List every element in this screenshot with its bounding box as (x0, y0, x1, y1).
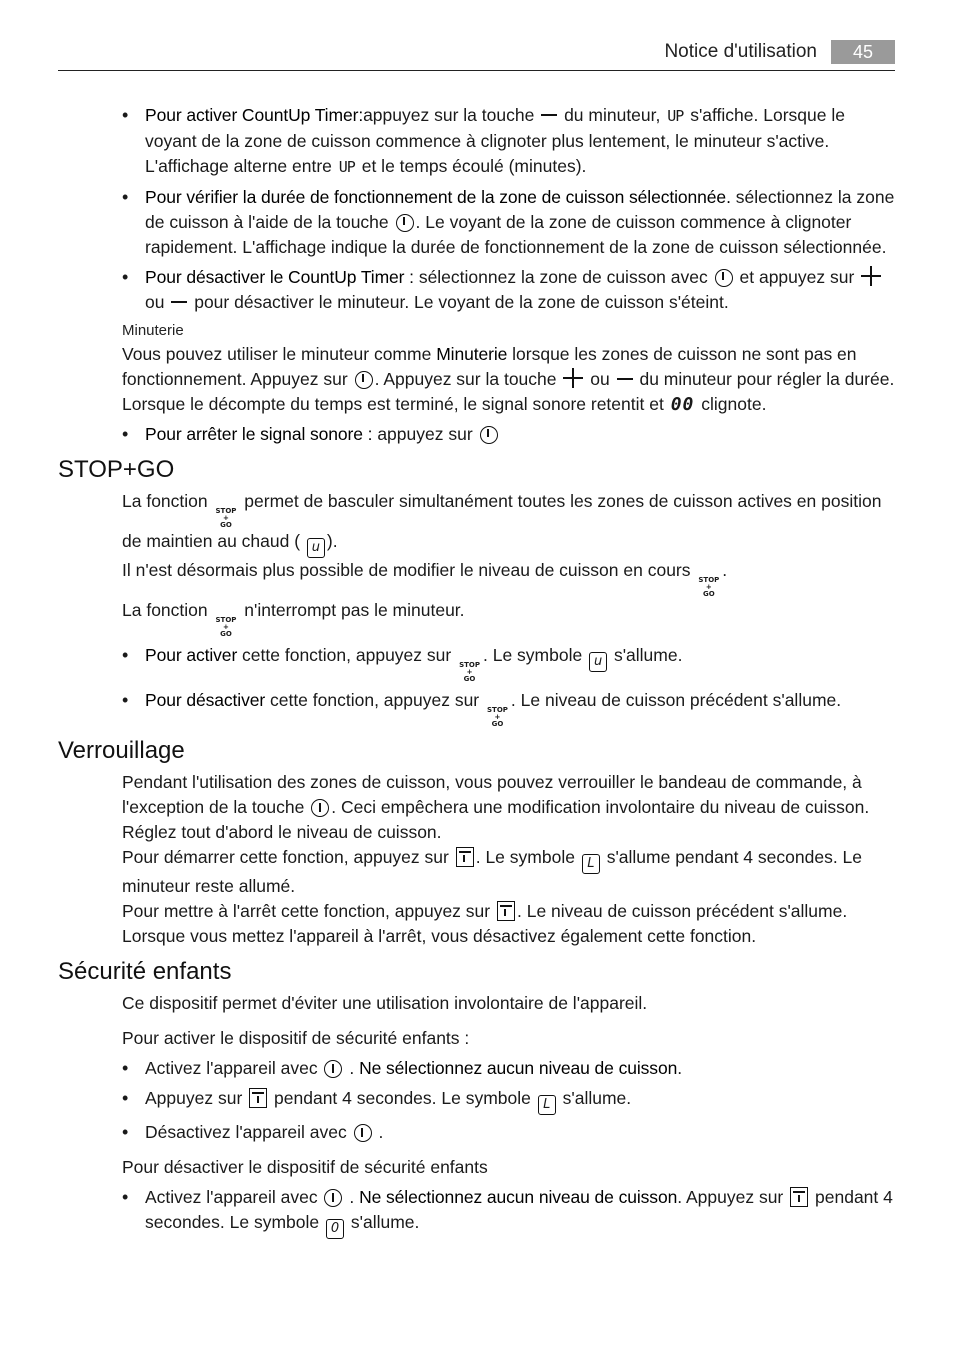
countup-section (58, 103, 895, 447)
plus-icon (563, 368, 583, 388)
child-lock-off-icon: 0 (326, 1219, 344, 1239)
power-icon (311, 799, 329, 817)
keep-warm-icon: u (307, 538, 325, 558)
timer-icon (715, 269, 733, 287)
stopgo-paragraph: La fonction STOP + GO permet de basculer simultanément toutes les zones de cuisson actives en position de maintien au chaud ( u ). Il n'est désormais plus possible de modifier le niveau de cuisson en cours STOP + GO . La fonction STOP + GO n'interrompt pas le minuteur. (122, 491, 882, 638)
power-icon (324, 1189, 342, 1207)
stop-go-icon: STOP + GO (215, 507, 237, 529)
verrouillage-paragraph: Pendant l'utilisation des zones de cuisson, vous pouvez verrouiller le bandeau de commande, à l'exception de la touche . Ceci empêchera une modification involontaire du niveau de cuisson. Réglez tout d'abord le niveau de cuisson. Pour démarrer cette fonction, appuyez sur . Le symbole L s'allume pendant 4 secondes. Le minuteur reste allumé. Pour mettre à l'arrêt cette fonction, appuyez sur . Le niveau de cuisson précédent s'allume. Lorsque vous mettez l'appareil à l'arrêt, vous désactivez également cette fonction. (122, 772, 870, 946)
verrouillage-section (58, 770, 895, 949)
lock-key-icon (790, 1187, 808, 1207)
keep-warm-icon: u (589, 652, 607, 672)
list-item: • Appuyez sur pendant 4 secondes. Le symbole L s'allume. (122, 1086, 895, 1115)
minus-icon (171, 301, 187, 303)
countup-list (122, 103, 895, 315)
minuterie-list (122, 422, 895, 447)
power-icon (354, 1124, 372, 1142)
stopgo-list (122, 643, 895, 728)
minus-icon (617, 378, 633, 380)
timer-icon (396, 214, 414, 232)
lock-key-icon (456, 847, 474, 867)
plus-icon (861, 266, 881, 286)
activate-title: Pour activer le dispositif de sécurité enfants : (122, 1028, 470, 1048)
lock-symbol-icon: L (538, 1095, 556, 1115)
timer-icon (355, 371, 373, 389)
stop-go-icon: STOP + GO (459, 661, 480, 683)
up-display-icon: UP (338, 158, 355, 176)
verrouillage-heading: Verrouillage (58, 737, 185, 764)
list-item: • Désactivez l'appareil avec . (122, 1120, 895, 1145)
minuterie-caption: Minuterie (122, 322, 184, 339)
securite-heading: Sécurité enfants (58, 958, 232, 985)
stopgo-section (58, 489, 895, 728)
stop-go-icon: STOP + GO (215, 616, 237, 638)
list-item: • Pour désactiver cette fonction, appuyez sur STOP + GO . Le niveau de cuisson précédent s'allume. (122, 688, 895, 728)
list-item: • Activez l'appareil avec . Ne sélectionnez aucun niveau de cuisson. Appuyez sur pendant 4 secondes. Le symbole 0 s'allume. (122, 1185, 895, 1239)
lock-symbol-icon: L (582, 854, 600, 874)
lock-key-icon (497, 901, 515, 921)
list-item: • Pour arrêter le signal sonore : appuyez sur (122, 422, 895, 447)
page-content (58, 103, 895, 1244)
minus-icon (541, 114, 557, 116)
list-item: • Activez l'appareil avec . Ne sélectionnez aucun niveau de cuisson. (122, 1056, 895, 1081)
zero-display-icon: 00 (670, 394, 695, 415)
up-display-icon: UP (667, 107, 684, 125)
stopgo-heading: STOP+GO (58, 456, 175, 483)
stop-go-icon: STOP + GO (698, 576, 720, 598)
timer-icon (480, 426, 498, 444)
header-title: Notice d'utilisation (664, 41, 817, 62)
deactivate-title: Pour désactiver le dispositif de sécurité enfants (122, 1157, 488, 1177)
activate-list (122, 1056, 895, 1145)
stop-go-icon: STOP + GO (487, 706, 508, 728)
minuterie-paragraph: Vous pouvez utiliser le minuteur comme Minuterie lorsque les zones de cuisson ne sont pas en fonctionnement. Appuyez sur . Appuyez sur la touche ou du minuteur pour régler la durée. Lorsque le décompte du temps est terminé, le signal sonore retentit et 00 clignote. (122, 344, 895, 415)
list-item: • Pour activer CountUp Timer:appuyez sur la touche du minuteur, UP s'affiche. Lorsque le voyant de la zone de cuisson commence à clignoter plus lentement, le minuteur s'active. L'affichage alterne entre UP et le temps écoulé (minutes). (122, 103, 895, 180)
securite-section (58, 991, 895, 1239)
list-item: • Pour vérifier la durée de fonctionnement de la zone de cuisson sélectionnée. sélectionnez la zone de cuisson à l'aide de la touche . Le voyant de la zone de cuisson commence à clignoter rapidement. L'affichage indique la durée de fonctionnement de la zone de cuisson sélectionnée. (122, 185, 895, 260)
deactivate-list (122, 1185, 895, 1239)
list-item: • Pour désactiver le CountUp Timer : sélectionnez la zone de cuisson avec et appuyez sur ou pour désactiver le minuteur. Le voyant de la zone de cuisson s'éteint. (122, 265, 895, 315)
page-number: 45 (831, 40, 895, 64)
securite-intro: Ce dispositif permet d'éviter une utilisation involontaire de l'appareil. (122, 993, 648, 1013)
lock-key-icon (249, 1088, 267, 1108)
page-header (58, 40, 895, 71)
list-item: • Pour activer cette fonction, appuyez sur STOP + GO . Le symbole u s'allume. (122, 643, 895, 683)
power-icon (324, 1060, 342, 1078)
